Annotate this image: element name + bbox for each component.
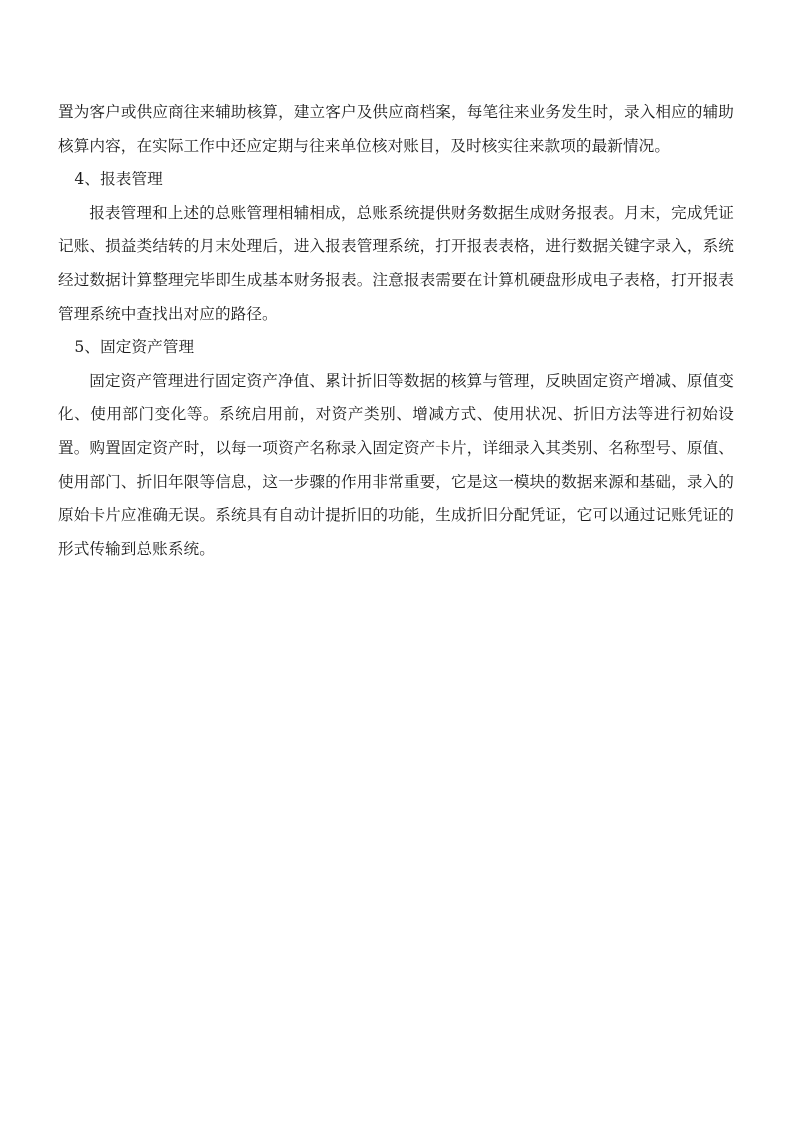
paragraph-ledger-continuation: 置为客户或供应商往来辅助核算，建立客户及供应商档案，每笔往来业务发生时，录入相应的辅助核算内容，在实际工作中还应定期与往来单位核对账目，及时核实往来款项的最新情况。 <box>58 103 734 155</box>
section-heading-report-management: 4、报表管理 <box>74 170 163 189</box>
paragraph-report-management: 报表管理和上述的总账管理相辅相成，总账系统提供财务数据生成财务报表。月末，完成凭证记账、损益类结转的月末处理后，进入报表管理系统，打开报表表格，进行数据关键字录入，系统经过数据计算整理完毕即生成基本财务报表。注意报表需要在计算机硬盘形成电子表格，打开报表管理系统中查找出对应的路径。 <box>58 203 734 323</box>
paragraph-fixed-asset-management: 固定资产管理进行固定资产净值、累计折旧等数据的核算与管理，反映固定资产增减、原值变化、使用部门变化等。系统启用前，对资产类别、增减方式、使用状况、折旧方法等进行初始设置。购置固定资产时，以每一项资产名称录入固定资产卡片，详细录入其类别、名称型号、原值、使用部门、折旧年限等信息，这一步骤的作用非常重要，它是这一模块的数据来源和基础，录入的原始卡片应准确无误。系统具有自动计提折旧的功能，生成折旧分配凭证，它可以通过记账凭证的形式传输到总账系统。 <box>58 371 734 558</box>
document-body <box>58 96 734 566</box>
section-heading-fixed-asset-management: 5、固定资产管理 <box>74 338 195 357</box>
